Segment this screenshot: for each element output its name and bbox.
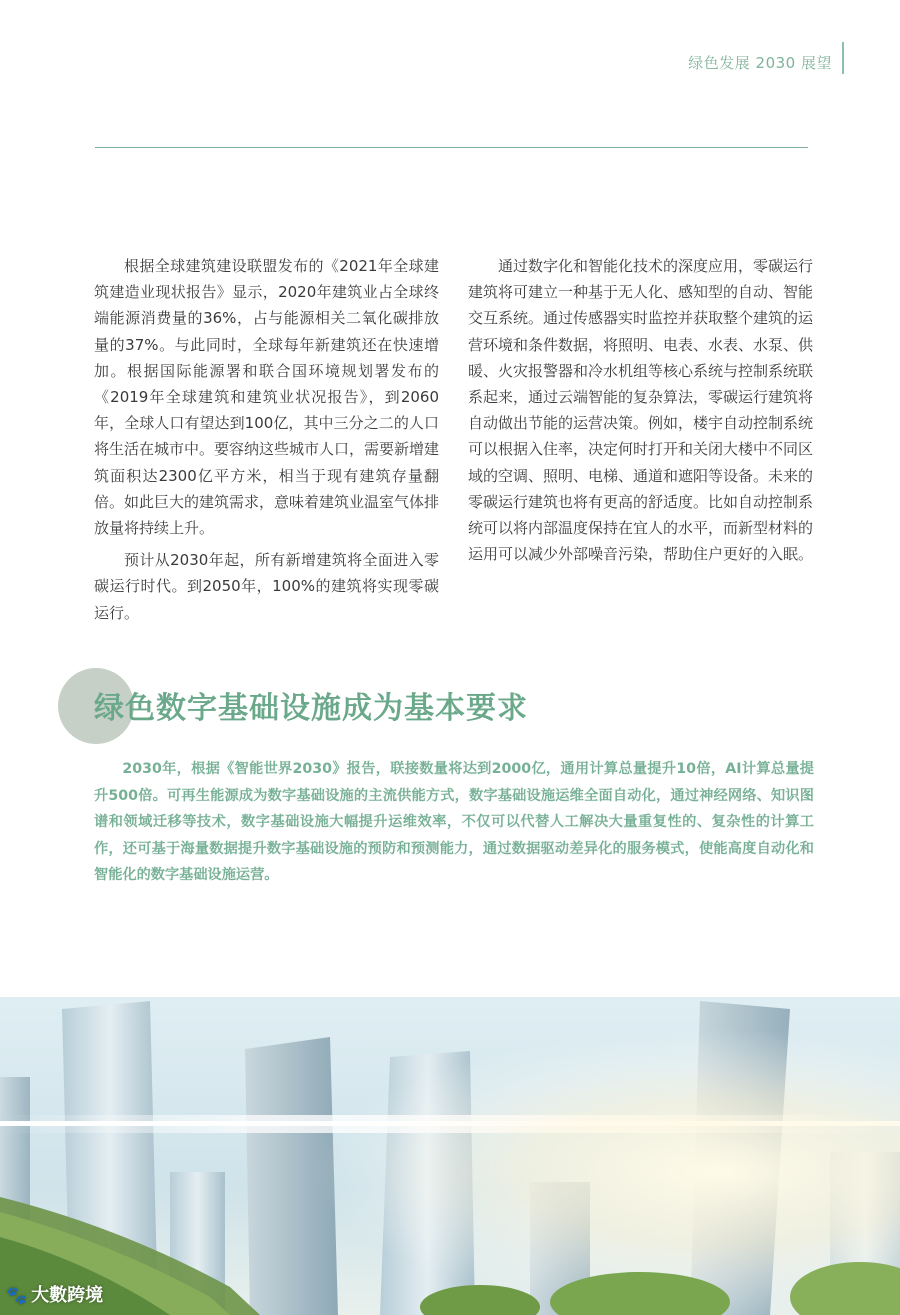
right-paragraph-1: 通过数字化和智能化技术的深度应用，零碳运行建筑将可建立一种基于无人化、感知型的自动、智能交互系统。通过传感器实时监控并获取整个建筑的运营环境和条件数据，将照明、电表、水表、水泵、供暖、火灾报警器和冷水机组等核心系统与控制系统联系起来，通过云端智能的复杂算法，零碳运行建筑将自动做出节能的运营决策。例如，楼宇自动控制系统可以根据入住率，决定何时打开和关闭大楼中不同区域的空调、照明、电梯、通道和遮阳等设备。未来的零碳运行建筑也将有更高的舒适度。比如自动控制系统可以将内部温度保持在宜人的水平，而新型材料的运用可以减少外部噪音污染，帮助住户更好的入眠。 — [468, 257, 814, 564]
header-accent-bar — [842, 42, 844, 74]
section-title: 绿色数字基础设施成为基本要求 — [94, 691, 528, 726]
left-paragraph-2: 预计从2030年起，所有新增建筑将全面进入零碳运行时代。到2050年，100%的建筑将实现零碳运行。 — [94, 551, 439, 622]
watermark — [6, 1281, 103, 1307]
paw-icon: 🐾 — [6, 1286, 28, 1306]
city-skyline-image — [0, 997, 900, 1315]
skyline-illustration — [0, 997, 900, 1315]
left-column — [94, 253, 439, 632]
header-divider — [95, 147, 808, 148]
watermark-text: 大數跨境 — [31, 1285, 104, 1306]
section-body: 2030年，根据《智能世界2030》报告，联接数量将达到2000亿，通用计算总量提升10倍，AI计算总量提升500倍。可再生能源成为数字基础设施的主流供能方式，数字基础设施运维全面自动化，通过神经网络、知识图谱和领域迁移等技术，数字基础设施大幅提升运维效率，不仅可以代替人工解决大量重复性的、复杂性的计算工作，还可基于海量数据提升数字基础设施的预防和预测能力，通过数据驱动差异化的服务模式，使能高度自动化和智能化的数字基础设施运营。 — [94, 761, 814, 883]
right-column — [468, 253, 813, 573]
running-header-title: 绿色发展 2030 展望 — [688, 54, 832, 72]
left-paragraph-1: 根据全球建筑建设联盟发布的《2021年全球建筑建造业现状报告》显示，2020年建筑业占全球终端能源消费量的36%，占与能源相关二氧化碳排放量的37%。与此同时，全球每年新建筑还在快速增加。根据国际能源署和联合国环境规划署发布的《2019年全球建筑和建筑业状况报告》，到2060年，全球人口有望达到100亿，其中三分之二的人口将生活在城市中。要容纳这些城市人口，需要新增建筑面积达2300亿平方米，相当于现有建筑存量翻倍。如此巨大的建筑需求，意味着建筑业温室气体排放量将持续上升。 — [94, 257, 440, 538]
